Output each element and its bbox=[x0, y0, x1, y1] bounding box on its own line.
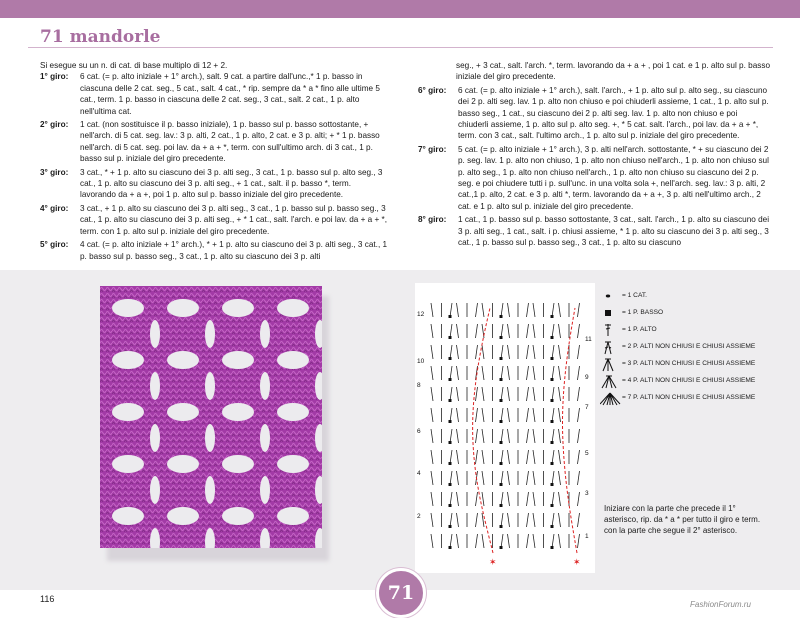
round-text: 4 cat. (= p. alto iniziale + 1° arch.), * + 1 p. alto su ciascuno dei 3 p. alti seg., 3 cat., 1 p. basso sul p. basso seg., 3 cat., 1 p. alto su ciascuno dei 3 p. alti bbox=[80, 240, 388, 261]
stitch-mark bbox=[457, 408, 459, 422]
round-text: 1 cat., 1 p. basso sul p. basso sottostante, 3 cat., salt. l'arch., 1 p. alto su ciascuno dei 3 p. alti seg., 1 cat., salt. i p. chiusi assieme, * 1 p. alto su ciascuno dei 3 p. alti seg., 3 cat., 1 p. basso sul p. basso seg., 3 cat., 1 p. alto su ciascuno bbox=[458, 215, 770, 248]
lace-hole bbox=[277, 299, 309, 317]
diagram-row-8: 8 bbox=[417, 382, 421, 389]
round-label: 5° giro: bbox=[40, 240, 69, 250]
lace-hole bbox=[167, 455, 199, 473]
legend-item bbox=[600, 358, 770, 370]
stitch-mark bbox=[559, 471, 561, 485]
stitch-mark bbox=[450, 408, 452, 422]
stitch-mark bbox=[501, 303, 503, 317]
stitch-mark bbox=[431, 471, 433, 485]
stitch-mark bbox=[578, 492, 580, 506]
stitch-mark bbox=[508, 429, 510, 443]
single-crochet-mark bbox=[449, 525, 452, 528]
single-crochet-mark bbox=[551, 546, 554, 549]
stitch-mark bbox=[527, 492, 529, 506]
stitch-mark bbox=[533, 513, 535, 527]
round-1 bbox=[40, 71, 388, 117]
stitch-mark bbox=[578, 513, 580, 527]
stitch-mark bbox=[450, 387, 452, 401]
round-text: 5 cat. (= p. alto iniziale + 1° arch.), 3 p. alti nell'arch. sottostante, * + su ciascuno dei 2 p. seg. lav. 1 p. alto non chiuso, 1 p. alto non chiuso nell'arch., 1 p. alto non chiuso sul p. alto seg., 1 p. alto non chiuso nell'arch., 1 p. alto non chiuso su ciascuno dei 2 p. seg. e poi chiudere tutti i p. sull'unc. in una volta sola +, nell'arch. seg. lav.: 3 p. alti, 2 cat.,1 p. alto, 2 cat. e 3 p. alti *, term. lavorando da + a +, 3 p. alti nell'ultimo arch., 2 cat. e 1 p. alto sul p. iniziale del giro precedente. bbox=[458, 144, 769, 211]
round-6 bbox=[418, 85, 770, 142]
stitch-mark bbox=[578, 429, 580, 443]
round-4 bbox=[40, 203, 388, 237]
single-crochet-mark bbox=[500, 420, 503, 423]
stitch-mark bbox=[559, 450, 561, 464]
stitch-mark bbox=[552, 429, 554, 443]
stitch-mark bbox=[482, 429, 484, 443]
stitch-mark bbox=[450, 324, 452, 338]
stitch-mark bbox=[578, 324, 580, 338]
single-crochet-mark bbox=[551, 441, 554, 444]
stitch-mark bbox=[501, 471, 503, 485]
stitch-mark bbox=[457, 534, 459, 548]
stitch-mark bbox=[501, 492, 503, 506]
single-crochet-mark bbox=[551, 357, 554, 360]
round-2 bbox=[40, 119, 388, 165]
pattern-title bbox=[40, 27, 161, 47]
single-crochet-icon bbox=[600, 307, 622, 319]
single-crochet-mark bbox=[500, 462, 503, 465]
stitch-mark bbox=[578, 366, 580, 380]
watermark: FashionForum.ru bbox=[690, 600, 751, 609]
stitch-mark bbox=[527, 345, 529, 359]
single-crochet-mark bbox=[449, 378, 452, 381]
stitch-mark bbox=[450, 429, 452, 443]
stitch-mark bbox=[552, 513, 554, 527]
stitch-mark bbox=[552, 408, 554, 422]
stitch-mark bbox=[559, 345, 561, 359]
stitch-mark bbox=[457, 492, 459, 506]
single-crochet-mark bbox=[500, 378, 503, 381]
round-label: 1° giro: bbox=[40, 72, 69, 82]
stitch-mark bbox=[501, 450, 503, 464]
lace-hole bbox=[277, 351, 309, 369]
round-text: 6 cat. (= p. alto iniziale + 1° arch.), salt. 9 cat. a partire dall'unc.,* 1 p. basso in ciascuna delle 2 cat. seg., 5 cat., salt. 4 cat., * rip. sempre da * a * fino alle ultime 5 cat., term. 1 p. basso in ciascuna delle 2 cat. seg., 3 cat., salt. 2 cat., 1 p. alto nell'ultima cat. bbox=[80, 72, 380, 116]
stitch-mark bbox=[431, 366, 433, 380]
single-crochet-mark bbox=[500, 315, 503, 318]
single-crochet-mark bbox=[551, 483, 554, 486]
stitch-mark bbox=[482, 408, 484, 422]
stitch-mark bbox=[450, 303, 452, 317]
crochet-chart-diagram bbox=[415, 283, 595, 573]
legend-text: = 1 P. BASSO bbox=[622, 309, 664, 316]
stitch-mark bbox=[578, 450, 580, 464]
stitch-mark bbox=[476, 345, 478, 359]
stitch-mark bbox=[457, 345, 459, 359]
lace-hole bbox=[150, 372, 160, 400]
stitch-mark bbox=[501, 387, 503, 401]
stitch-mark bbox=[431, 408, 433, 422]
stitch-mark bbox=[450, 366, 452, 380]
stitch-mark bbox=[508, 534, 510, 548]
stitch-mark bbox=[508, 387, 510, 401]
stitch-mark bbox=[552, 450, 554, 464]
stitch-mark bbox=[527, 387, 529, 401]
stitch-mark bbox=[552, 387, 554, 401]
lace-hole bbox=[150, 424, 160, 452]
pattern-name: mandorle bbox=[69, 27, 161, 47]
round-5-continued: seg., + 3 cat., salt. l'arch. *, term. lavorando da + a + , poi 1 cat. e 1 p. alto sul p. basso iniziale del giro precedente. bbox=[456, 61, 770, 82]
stitch-mark bbox=[431, 387, 433, 401]
lace-hole bbox=[112, 403, 144, 421]
stitch-mark bbox=[482, 345, 484, 359]
single-crochet-mark bbox=[449, 483, 452, 486]
round-label: 6° giro: bbox=[418, 85, 447, 95]
stitch-mark bbox=[559, 513, 561, 527]
stitch-mark bbox=[476, 492, 478, 506]
dc3tog-icon bbox=[600, 358, 622, 370]
single-crochet-mark bbox=[449, 336, 452, 339]
stitch-mark bbox=[450, 492, 452, 506]
stitch-mark bbox=[482, 534, 484, 548]
lace-hole bbox=[112, 507, 144, 525]
stitch-mark bbox=[533, 345, 535, 359]
single-crochet-mark bbox=[500, 441, 503, 444]
stitch-mark bbox=[508, 303, 510, 317]
stitch-mark bbox=[476, 534, 478, 548]
stitch-mark bbox=[533, 303, 535, 317]
stitch-mark bbox=[482, 471, 484, 485]
stitch-mark bbox=[508, 324, 510, 338]
stitch-mark bbox=[552, 492, 554, 506]
legend-text: = 3 P. ALTI NON CHIUSI E CHIUSI ASSIEME bbox=[622, 360, 756, 367]
stitch-mark bbox=[476, 513, 478, 527]
lace-hole bbox=[260, 320, 270, 348]
stitch-mark bbox=[559, 492, 561, 506]
legend-item bbox=[600, 341, 770, 353]
stitch-mark bbox=[501, 366, 503, 380]
stitch-mark bbox=[476, 429, 478, 443]
stitch-mark bbox=[450, 345, 452, 359]
round-text: 6 cat. (= p. alto iniziale + 1° arch.), salt. l'arch., + 1 p. alto sul p. alto seg., su ciascuno dei 2 p. alti seg. lav. 1 p. alto non chiuso e poi chiuderli assieme, 1 cat., 1 p. alto sul p. basso seg., 1 cat., su ciascuno dei 2 p. alti seg. lav. 1 p. alto non chiuso e poi chiuderli assieme, 1 p. alto sul p. alto seg. +, * 5 cat. salt. l'arch., poi lav. da + a + *, term. con 3 cat., salt. l'ultimo arch., 1 p. alto sul p. iniziale del giro precedente. bbox=[458, 85, 769, 141]
chain-icon bbox=[600, 290, 622, 302]
dc7tog-icon bbox=[600, 392, 622, 404]
round-label: 3° giro: bbox=[40, 167, 69, 177]
stitch-mark bbox=[559, 429, 561, 443]
stitch-mark bbox=[457, 429, 459, 443]
crochet-swatch-photo bbox=[100, 286, 322, 548]
single-crochet-mark bbox=[500, 546, 503, 549]
single-crochet-mark bbox=[449, 462, 452, 465]
lace-hole bbox=[112, 299, 144, 317]
legend-text: = 2 P. ALTI NON CHIUSI E CHIUSI ASSIEME bbox=[622, 343, 756, 350]
lace-hole bbox=[112, 351, 144, 369]
lace-hole bbox=[260, 372, 270, 400]
stitch-mark bbox=[559, 534, 561, 548]
stitch-mark bbox=[457, 513, 459, 527]
legend-item bbox=[600, 392, 770, 404]
legend-item bbox=[600, 290, 770, 302]
lace-hole bbox=[222, 455, 254, 473]
round-3 bbox=[40, 167, 388, 201]
diagram-row-10: 10 bbox=[417, 358, 425, 365]
round-7 bbox=[418, 144, 770, 212]
legend-item bbox=[600, 324, 770, 336]
stitch-mark bbox=[527, 471, 529, 485]
stitch-mark bbox=[457, 450, 459, 464]
stitch-mark bbox=[450, 450, 452, 464]
stitch-mark bbox=[527, 450, 529, 464]
lace-hole bbox=[277, 507, 309, 525]
lace-hole bbox=[277, 403, 309, 421]
single-crochet-mark bbox=[449, 504, 452, 507]
stitch-mark bbox=[508, 492, 510, 506]
stitch-mark bbox=[552, 324, 554, 338]
single-crochet-mark bbox=[500, 357, 503, 360]
stitch-mark bbox=[501, 408, 503, 422]
single-crochet-mark bbox=[500, 483, 503, 486]
stitch-mark bbox=[559, 324, 561, 338]
stitch-mark bbox=[559, 387, 561, 401]
stitch-mark bbox=[457, 387, 459, 401]
stitch-mark bbox=[457, 366, 459, 380]
round-text: 3 cat., * + 1 p. alto su ciascuno dei 3 p. alti seg., 3 cat., 1 p. basso sul p. alto seg., 3 cat., 1 p. alto su ciascuno dei 3 p. alti seg., + 1 cat., salt. il p. basso *, term. lavorando da + a +, poi 1 p. alto sul p. basso iniziale del giro precedente. bbox=[80, 167, 383, 200]
stitch-mark bbox=[501, 534, 503, 548]
diagram-row-1: 1 bbox=[585, 533, 589, 540]
stitch-mark bbox=[527, 408, 529, 422]
round-label: 8° giro: bbox=[418, 215, 447, 225]
lace-hole bbox=[277, 455, 309, 473]
lace-hole bbox=[167, 299, 199, 317]
round-text: 3 cat., + 1 p. alto su ciascuno dei 3 p. alti seg., 3 cat., 1 p. basso sul p. basso seg., 3 cat., 1 p. alto su ciascuno dei 3 p. alti seg., + * 1 cat., salt. l'arch. e poi lav. da + a + *, term. con 1 p. alto sul p. iniziale del giro precedente. bbox=[80, 203, 388, 236]
stitch-mark bbox=[527, 303, 529, 317]
stitch-mark bbox=[431, 492, 433, 506]
single-crochet-mark bbox=[551, 504, 554, 507]
legend-text: = 7 P. ALTI NON CHIUSI E CHIUSI ASSIEME bbox=[622, 394, 756, 401]
single-crochet-mark bbox=[449, 315, 452, 318]
stitch-mark bbox=[527, 324, 529, 338]
pattern-number: 71 bbox=[40, 27, 64, 47]
stitch-mark bbox=[482, 387, 484, 401]
diagram-row-3: 3 bbox=[585, 490, 589, 497]
stitch-mark bbox=[533, 366, 535, 380]
lace-hole bbox=[222, 299, 254, 317]
stitch-mark bbox=[476, 450, 478, 464]
stitch-mark bbox=[533, 450, 535, 464]
single-crochet-mark bbox=[500, 504, 503, 507]
legend-text: = 1 CAT. bbox=[622, 292, 647, 299]
stitch-mark bbox=[508, 513, 510, 527]
stitch-mark bbox=[527, 366, 529, 380]
stitch-mark bbox=[482, 450, 484, 464]
stitch-mark bbox=[476, 408, 478, 422]
stitch-mark bbox=[533, 492, 535, 506]
lace-hole bbox=[222, 351, 254, 369]
lace-hole bbox=[222, 507, 254, 525]
stitch-mark bbox=[559, 366, 561, 380]
stitch-mark bbox=[578, 534, 580, 548]
stitch-mark bbox=[533, 324, 535, 338]
stitch-mark bbox=[431, 324, 433, 338]
stitch-mark bbox=[450, 513, 452, 527]
top-color-bar bbox=[0, 0, 800, 18]
diagram-row-5: 5 bbox=[585, 450, 589, 457]
stitch-mark bbox=[527, 429, 529, 443]
diagram-row-9: 9 bbox=[585, 374, 589, 381]
pattern-badge: 71 bbox=[376, 568, 426, 618]
stitch-mark bbox=[482, 513, 484, 527]
lace-hole bbox=[150, 320, 160, 348]
stitch-mark bbox=[501, 345, 503, 359]
stitch-mark bbox=[482, 303, 484, 317]
legend-item bbox=[600, 307, 770, 319]
stitch-mark bbox=[501, 429, 503, 443]
diagram-row-6: 6 bbox=[417, 428, 421, 435]
lace-hole bbox=[167, 403, 199, 421]
round-5 bbox=[40, 239, 388, 262]
single-crochet-mark bbox=[449, 546, 452, 549]
instructions-right-column bbox=[418, 60, 770, 251]
legend-item bbox=[600, 375, 770, 387]
lace-hole bbox=[205, 320, 215, 348]
lace-hole bbox=[205, 476, 215, 504]
single-crochet-mark bbox=[551, 462, 554, 465]
double-crochet-icon bbox=[600, 324, 622, 336]
lace-hole bbox=[167, 507, 199, 525]
legend-text: = 1 P. ALTO bbox=[622, 326, 657, 333]
page-number: 116 bbox=[40, 594, 55, 604]
single-crochet-mark bbox=[551, 378, 554, 381]
stitch-mark bbox=[578, 345, 580, 359]
stitch-mark bbox=[578, 408, 580, 422]
stitch-mark bbox=[482, 492, 484, 506]
instructions-left-column bbox=[40, 60, 388, 264]
repeat-note: Iniziare con la parte che precede il 1° asterisco, rip. da * a * per tutto il giro e term. con la parte che segue il 2° asterisco. bbox=[604, 504, 761, 535]
stitch-mark bbox=[533, 471, 535, 485]
diagram-row-11: 11 bbox=[585, 336, 592, 343]
stitch-mark bbox=[431, 450, 433, 464]
single-crochet-mark bbox=[500, 399, 503, 402]
stitch-mark bbox=[578, 471, 580, 485]
lace-hole bbox=[205, 424, 215, 452]
round-label: 2° giro: bbox=[40, 120, 69, 130]
stitch-mark bbox=[508, 366, 510, 380]
svg-text:✶: ✶ bbox=[573, 557, 581, 567]
round-label: 4° giro: bbox=[40, 203, 69, 213]
single-crochet-mark bbox=[449, 441, 452, 444]
stitch-mark bbox=[559, 303, 561, 317]
lace-hole bbox=[222, 403, 254, 421]
diagram-row-12: 12 bbox=[417, 311, 425, 318]
stitch-mark bbox=[431, 303, 433, 317]
intro-text: Si esegue su un n. di cat. di base multiplo di 12 + 2. bbox=[40, 61, 228, 70]
stitch-mark bbox=[431, 429, 433, 443]
stitch-mark bbox=[527, 534, 529, 548]
round-text: 1 cat. (non sostituisce il p. basso iniziale), 1 p. basso sul p. basso sottostante, + nell'arch. di 5 cat. seg. lav.: 3 p. alti, 2 cat., 1 p. alto, 2 cat. e 3 p. alti; + * 1 p. basso nell'arch. di 5 cat. seg. poi lav. da + a + *, term. con sull'ultimo arch. di 3 cat., 1 p. basso sul p. iniziale del giro precedente. bbox=[80, 120, 380, 164]
stitch-mark bbox=[476, 324, 478, 338]
stitch-mark bbox=[508, 450, 510, 464]
stitch-mark bbox=[559, 408, 561, 422]
dc4tog-icon bbox=[600, 375, 622, 387]
legend-text: = 4 P. ALTI NON CHIUSI E CHIUSI ASSIEME bbox=[622, 377, 756, 384]
stitch-mark bbox=[431, 513, 433, 527]
dc2tog-icon bbox=[600, 341, 622, 353]
stitch-mark bbox=[501, 324, 503, 338]
stitch-mark bbox=[457, 471, 459, 485]
stitch-mark bbox=[482, 366, 484, 380]
lace-hole bbox=[167, 351, 199, 369]
single-crochet-mark bbox=[551, 525, 554, 528]
lace-hole bbox=[260, 476, 270, 504]
stitch-mark bbox=[552, 303, 554, 317]
single-crochet-mark bbox=[551, 336, 554, 339]
stitch-mark bbox=[476, 303, 478, 317]
single-crochet-mark bbox=[449, 399, 452, 402]
stitch-mark bbox=[450, 471, 452, 485]
stitch-mark bbox=[552, 366, 554, 380]
stitch-mark bbox=[508, 408, 510, 422]
single-crochet-mark bbox=[500, 525, 503, 528]
diagram-row-7: 7 bbox=[585, 404, 589, 411]
round-label: 7° giro: bbox=[418, 144, 447, 154]
lace-hole bbox=[260, 424, 270, 452]
single-crochet-mark bbox=[449, 420, 452, 423]
symbol-legend bbox=[600, 290, 770, 409]
stitch-mark bbox=[527, 513, 529, 527]
stitch-mark bbox=[431, 534, 433, 548]
stitch-mark bbox=[501, 513, 503, 527]
stitch-mark bbox=[457, 324, 459, 338]
svg-text:✶: ✶ bbox=[489, 557, 497, 567]
round-8 bbox=[418, 214, 770, 248]
stitch-mark bbox=[552, 534, 554, 548]
single-crochet-mark bbox=[551, 399, 554, 402]
stitch-mark bbox=[552, 471, 554, 485]
single-crochet-mark bbox=[551, 420, 554, 423]
stitch-mark bbox=[552, 345, 554, 359]
stitch-mark bbox=[533, 534, 535, 548]
single-crochet-mark bbox=[500, 336, 503, 339]
stitch-mark bbox=[476, 387, 478, 401]
diagram-row-4: 4 bbox=[417, 470, 421, 477]
stitch-mark bbox=[533, 408, 535, 422]
stitch-mark bbox=[450, 534, 452, 548]
stitch-mark bbox=[578, 387, 580, 401]
stitch-mark bbox=[508, 471, 510, 485]
stitch-mark bbox=[457, 303, 459, 317]
lace-hole bbox=[150, 476, 160, 504]
stitch-mark bbox=[533, 429, 535, 443]
single-crochet-mark bbox=[449, 357, 452, 360]
stitch-mark bbox=[578, 303, 580, 317]
stitch-mark bbox=[431, 345, 433, 359]
title-divider bbox=[28, 47, 773, 48]
stitch-mark bbox=[533, 387, 535, 401]
lace-hole bbox=[205, 372, 215, 400]
single-crochet-mark bbox=[551, 315, 554, 318]
stitch-mark bbox=[508, 345, 510, 359]
lace-hole bbox=[112, 455, 144, 473]
diagram-row-2: 2 bbox=[417, 513, 421, 520]
